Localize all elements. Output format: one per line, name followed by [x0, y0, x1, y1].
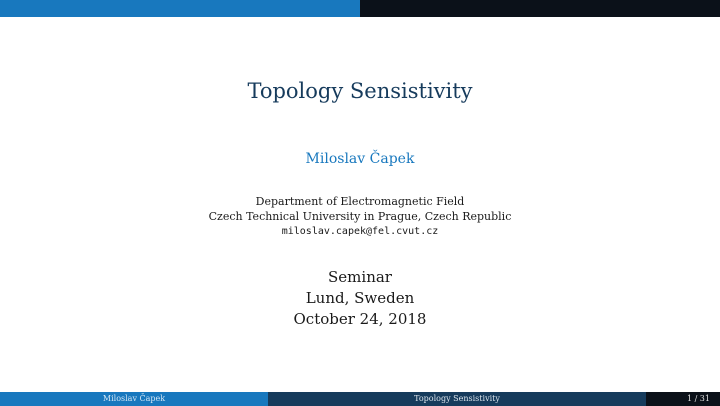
header-bar-dark-segment — [360, 0, 720, 17]
event-location: Lund, Sweden — [305, 289, 415, 307]
top-header-bar — [0, 0, 720, 17]
event-date: October 24, 2018 — [293, 310, 427, 328]
footer-bar — [0, 392, 720, 406]
author-email[interactable]: miloslav.capek@fel.cvut.cz — [281, 226, 439, 237]
footer-page-number: 1 / 31 — [646, 392, 720, 406]
university-name: Czech Technical University in Prague, Czech Republic — [208, 210, 512, 223]
institute-block — [0, 194, 720, 239]
event-block — [0, 267, 720, 330]
footer-title: Topology Sensistivity — [268, 392, 646, 406]
header-bar-blue-segment — [0, 0, 360, 17]
slide-title: Topology Sensistivity — [247, 79, 473, 103]
footer-author: Miloslav Čapek — [0, 392, 268, 406]
department-name: Department of Electromagnetic Field — [255, 195, 465, 208]
slide-author: Miloslav Čapek — [305, 151, 415, 167]
event-name: Seminar — [328, 268, 392, 286]
